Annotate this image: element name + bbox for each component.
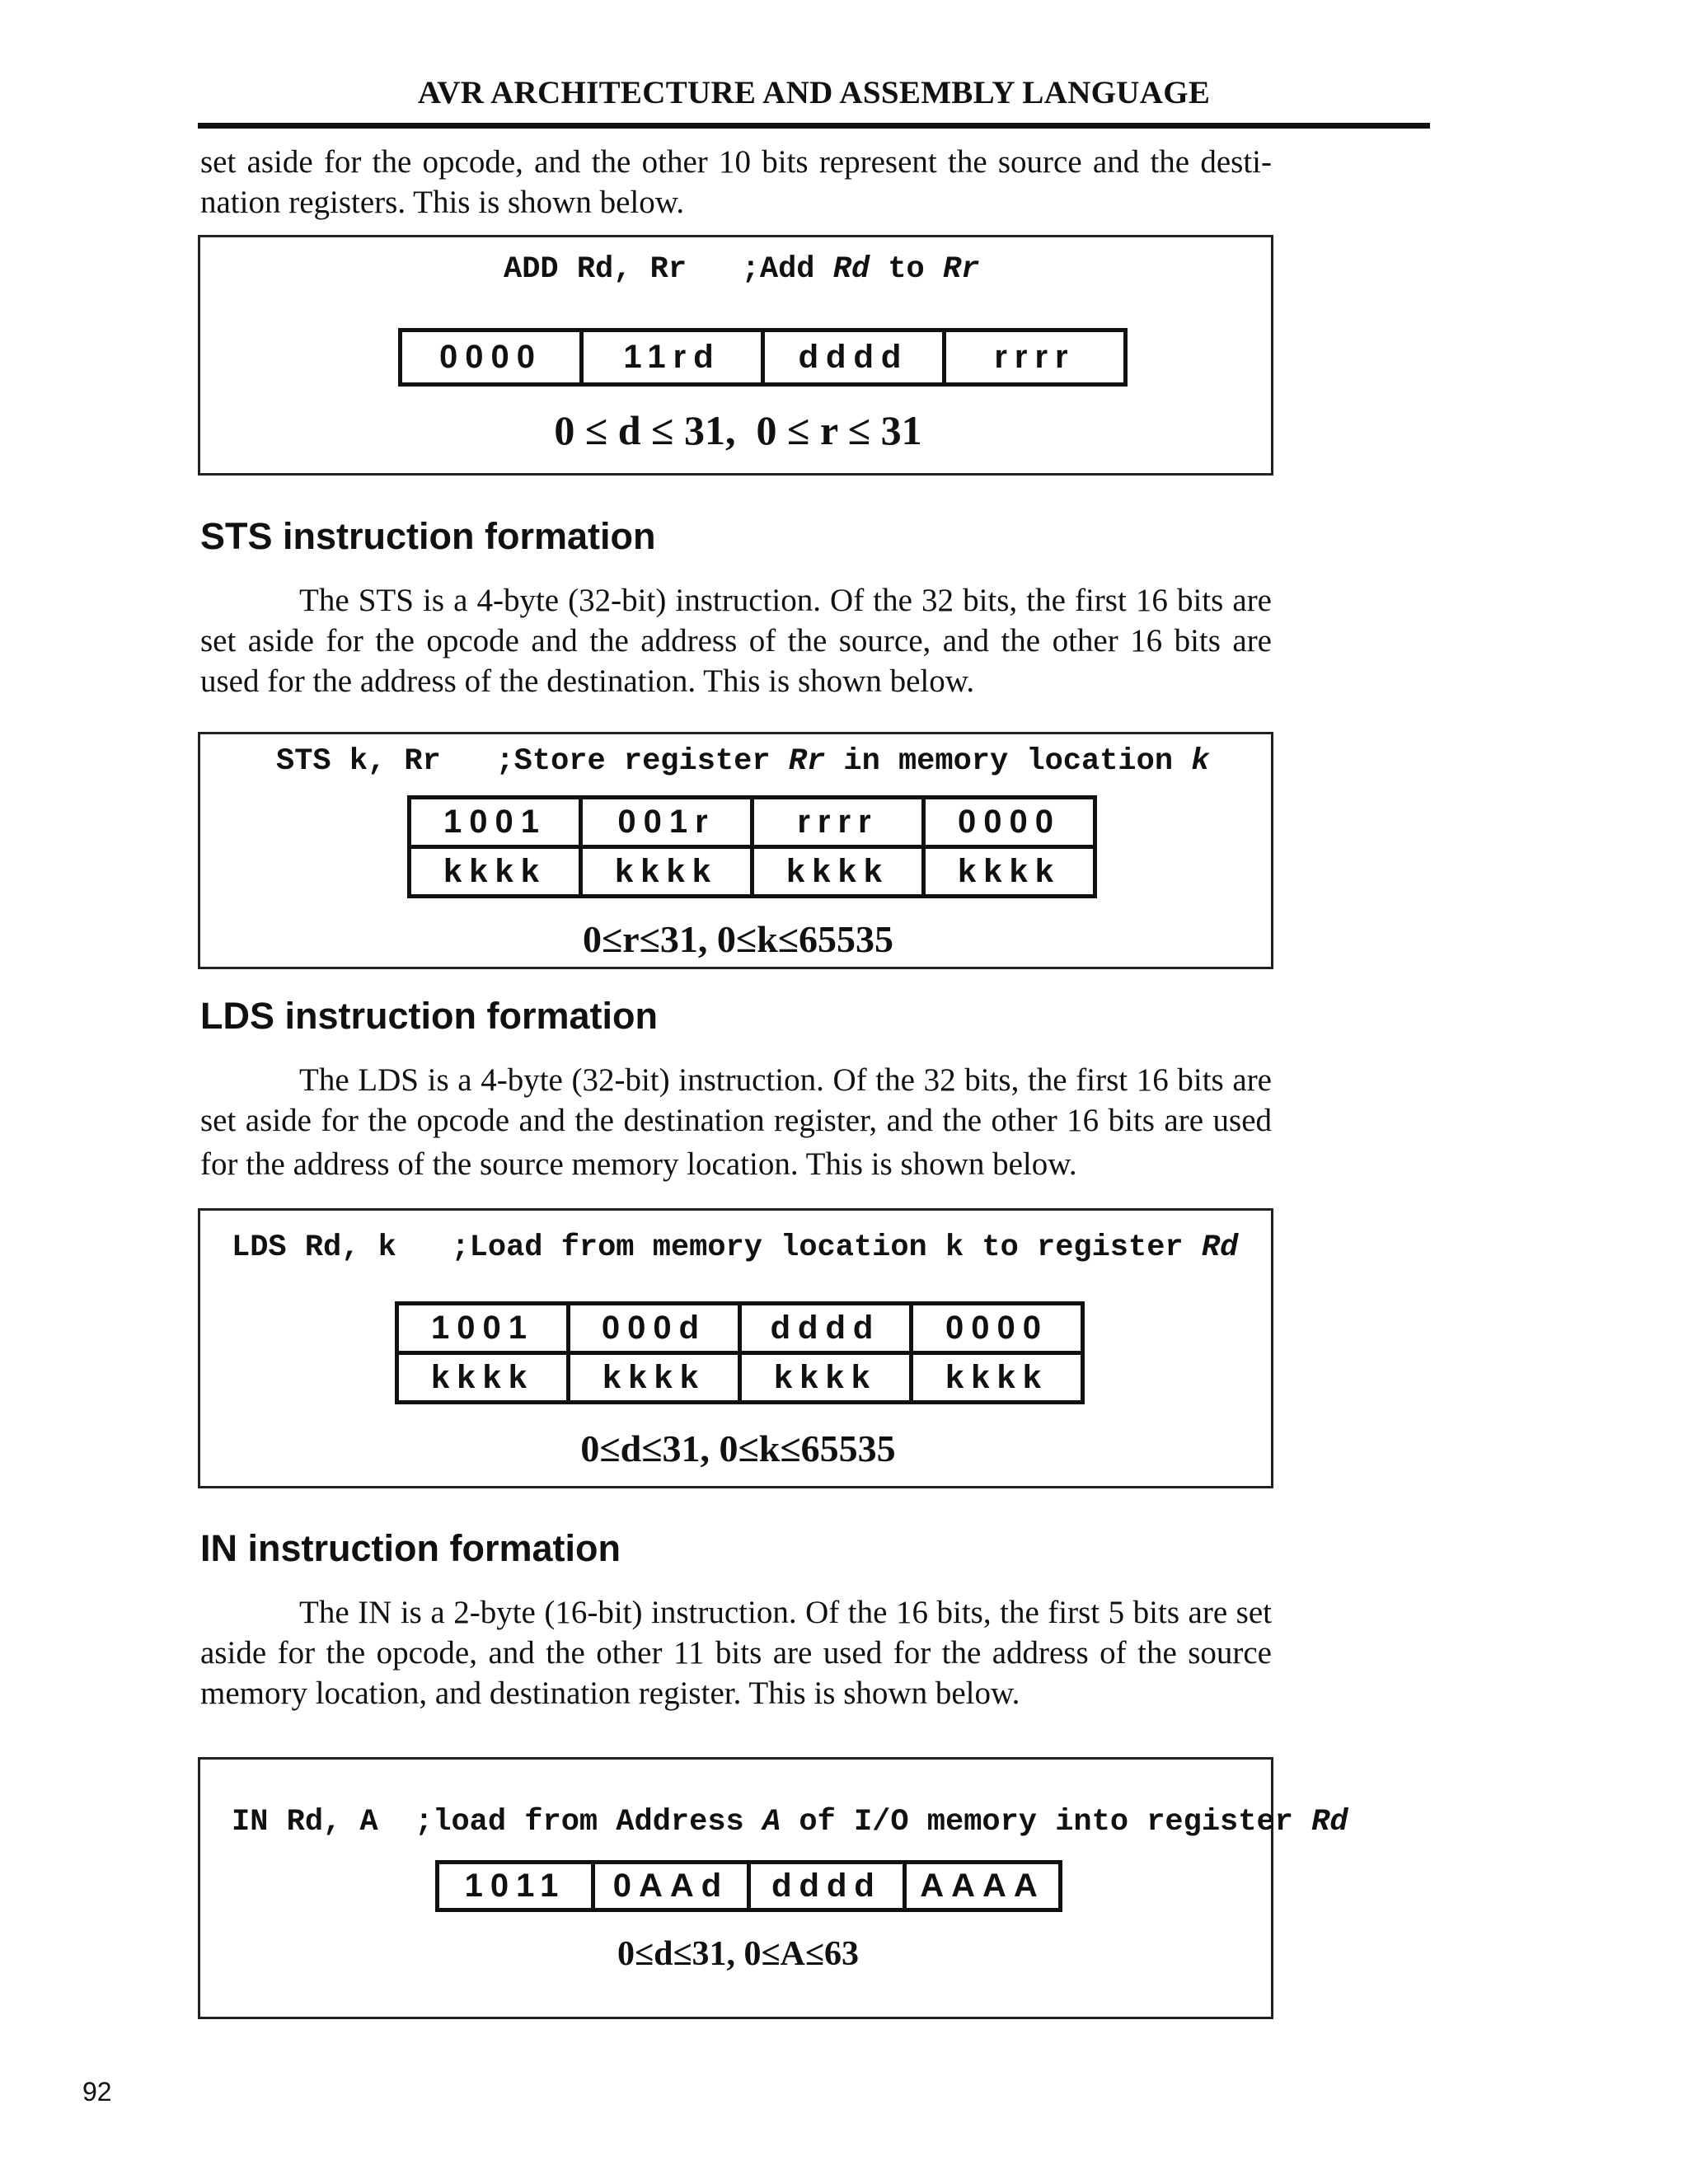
text-line: set aside for the opcode and the destination register, and the other 16 bits are used xyxy=(200,1103,1272,1138)
bit-cell: kkkk xyxy=(410,847,581,897)
in-encoding-box xyxy=(198,1757,1348,2019)
text-line: set aside for the opcode and the address of the source, and the other 16 bits are xyxy=(200,623,1272,658)
instruction-mnemonic: STS k, Rr xyxy=(276,744,441,779)
comment-text: ;Load from memory location k to register xyxy=(451,1230,1202,1265)
bit-cell: 000d xyxy=(569,1304,740,1353)
instruction-mnemonic: ADD Rd, Rr xyxy=(504,252,687,287)
bit-cell: rrrr xyxy=(753,798,924,847)
comment-text: to xyxy=(870,252,943,287)
comment-text: of I/O memory into register xyxy=(781,1805,1312,1840)
comment-text: ;Add xyxy=(741,252,833,287)
operand-rd: Rd xyxy=(1201,1230,1239,1265)
intro-paragraph xyxy=(200,142,1272,223)
section-title-in: IN instruction formation xyxy=(200,1527,621,1569)
bit-cell: 0000 xyxy=(912,1304,1083,1353)
in-bit-table xyxy=(435,1860,1062,1912)
section-title-sts: STS instruction formation xyxy=(200,515,656,557)
bit-cell: kkkk xyxy=(569,1353,740,1403)
operand-rr: Rr xyxy=(942,252,980,287)
operand-rd: Rd xyxy=(832,252,870,287)
in-paragraph xyxy=(200,1592,1272,1713)
bit-cell: 11rd xyxy=(582,330,763,385)
sts-bit-table xyxy=(407,795,1097,898)
bit-cell: kkkk xyxy=(753,847,924,897)
bit-cell: kkkk xyxy=(397,1353,569,1403)
bit-cell: 0000 xyxy=(401,330,582,385)
lds-encoding-box xyxy=(198,1208,1273,1488)
text-line: The STS is a 4-byte (32-bit) instruction. Of the 32 bits, the first 16 bits are xyxy=(299,583,1272,618)
in-instruction-line xyxy=(232,1805,1348,1840)
operand-k: k xyxy=(1191,744,1210,779)
bit-cell: kkkk xyxy=(740,1353,912,1403)
operand-rr: Rr xyxy=(788,744,826,779)
lds-range: 0≤d≤31, 0≤k≤65535 xyxy=(580,1427,896,1469)
bit-cell: 1001 xyxy=(410,798,581,847)
comment-text: ;Store register xyxy=(495,744,789,779)
bit-cell: kkkk xyxy=(581,847,753,897)
sts-paragraph xyxy=(200,580,1272,701)
in-range: 0≤d≤31, 0≤A≤63 xyxy=(617,1935,859,1973)
text-line: aside for the opcode, and the other 11 bits are used for the address of the source xyxy=(200,1635,1272,1671)
bit-cell: kkkk xyxy=(912,1353,1083,1403)
text-line: nation registers. This is shown below. xyxy=(200,185,685,220)
operand-a: A xyxy=(762,1805,781,1840)
section-title-lds: LDS instruction formation xyxy=(200,995,658,1037)
bit-cell: kkkk xyxy=(924,847,1095,897)
lds-bit-table xyxy=(395,1301,1085,1404)
bit-cell: dddd xyxy=(763,330,945,385)
sts-encoding-box xyxy=(198,732,1273,969)
add-instruction-line xyxy=(504,252,979,287)
text-line: The LDS is a 4-byte (32-bit) instruction. Of the 32 bits, the first 16 bits are xyxy=(299,1062,1272,1098)
bit-cell: 001r xyxy=(581,798,753,847)
text-line: The IN is a 2-byte (16-bit) instruction. Of the 16 bits, the first 5 bits are set xyxy=(299,1595,1272,1630)
bit-cell: AAAA xyxy=(905,1863,1061,1910)
text-line: used for the address of the destination. This is shown below. xyxy=(200,663,975,699)
bit-cell: rrrr xyxy=(945,330,1126,385)
lds-instruction-line xyxy=(232,1230,1238,1265)
running-head: AVR ARCHITECTURE AND ASSEMBLY LANGUAGE xyxy=(417,75,1211,110)
lds-paragraph xyxy=(200,1060,1272,1184)
add-bit-table xyxy=(398,328,1128,387)
bit-cell: dddd xyxy=(749,1863,905,1910)
bit-cell: 1011 xyxy=(438,1863,593,1910)
bit-cell: dddd xyxy=(740,1304,912,1353)
page-number: 92 xyxy=(82,2077,112,2107)
text-line: for the address of the source memory location. This is shown below. xyxy=(200,1146,1077,1182)
sts-range: 0≤r≤31, 0≤k≤65535 xyxy=(583,918,893,960)
add-range: 0 ≤ d ≤ 31, 0 ≤ r ≤ 31 xyxy=(554,407,922,453)
bit-cell: 0AAd xyxy=(593,1863,749,1910)
header-rule xyxy=(198,123,1430,129)
text-line: set aside for the opcode, and the other 10 bits represent the source and the desti- xyxy=(200,144,1272,180)
sts-instruction-line xyxy=(276,744,1209,779)
operand-rd: Rd xyxy=(1311,1805,1348,1840)
instruction-mnemonic: IN Rd, A xyxy=(232,1805,378,1840)
comment-text: in memory location xyxy=(825,744,1192,779)
text-line: memory location, and destination register. This is shown below. xyxy=(200,1675,1020,1711)
bit-cell: 1001 xyxy=(397,1304,569,1353)
add-encoding-box xyxy=(198,235,1273,476)
instruction-mnemonic: LDS Rd, k xyxy=(232,1230,396,1265)
bit-cell: 0000 xyxy=(924,798,1095,847)
comment-text: ;load from Address xyxy=(415,1805,762,1840)
